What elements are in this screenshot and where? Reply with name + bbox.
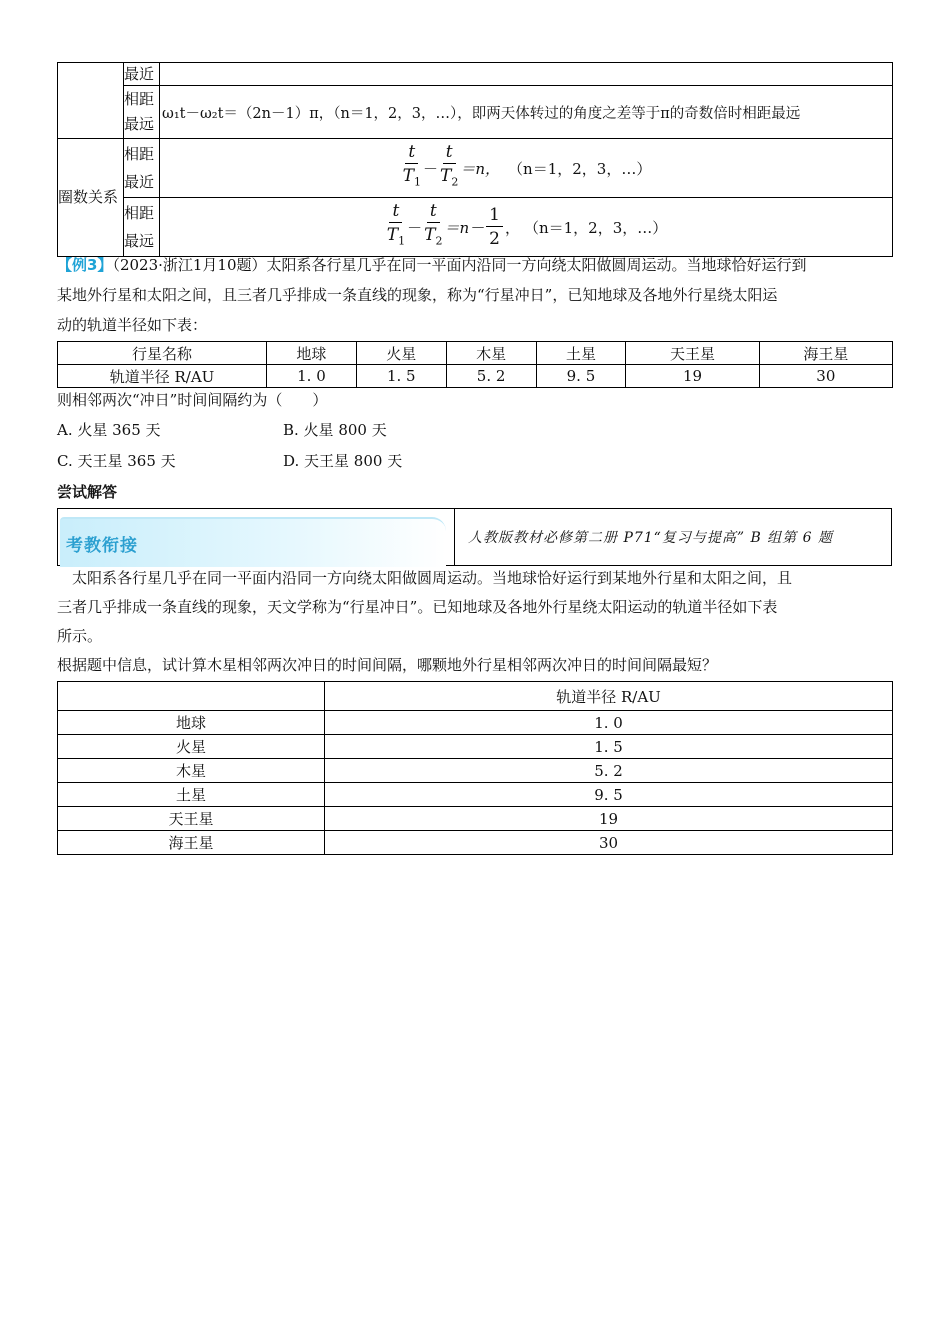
example-line: 动的轨道半径如下表： — [57, 316, 208, 334]
badge-title: 考教衔接 — [66, 536, 138, 556]
option-a: A. 火星 365 天 — [57, 421, 161, 439]
textbook-reference: 人教版教材必修第二册 P71“复习与提高” B 组第 6 题 — [468, 530, 833, 546]
passage-line: 太阳系各行星几乎在同一平面内沿同一方向绕太阳做圆周运动。当地球恰好运行到某地外行星和太阳之间，且 — [57, 569, 793, 587]
table-header-cell: 天王星 — [626, 342, 759, 365]
passage-line: 所示。 — [57, 627, 103, 645]
table-row-label: 轨道半径 R/AU — [58, 365, 267, 388]
fraction: $\frac{1}{2}$ — [486, 204, 503, 251]
option-d: D. 天王星 800 天 — [283, 452, 403, 470]
fraction: $\frac{t}{T_2}$ — [424, 201, 443, 248]
table-header-cell: 轨道半径 R/AU — [325, 682, 893, 711]
table-cell: 1. 0 — [267, 365, 357, 388]
table-header-cell: 行星名称 — [58, 342, 267, 365]
table-header-cell: 土星 — [536, 342, 626, 365]
example-line: 【例3】（2023·浙江1月10题）太阳系各行星几乎在同一平面内沿同一方向绕太阳做圆周运动。当地球恰好运行到 — [57, 256, 807, 274]
badge-banner — [60, 517, 446, 567]
formula-cell: $\frac{t}{T_1}$ － $\frac{t}{T_2}$ ＝n－ $\frac{1}{2}$ ， （n＝1，2，3，…） — [160, 198, 893, 257]
formula-cell: $\frac{t}{T_1}$ － $\frac{t}{T_2}$ ＝n， （n＝1，2，3，…） — [160, 139, 893, 198]
relation-table — [57, 62, 893, 257]
table-row-label: 地球 — [58, 711, 325, 735]
option-b: B. 火星 800 天 — [283, 421, 387, 439]
textbook-table — [57, 681, 893, 855]
sub-label: 最近 — [124, 63, 160, 86]
textbook-link-box — [57, 508, 892, 566]
table-row-label: 海王星 — [58, 831, 325, 855]
table-header-cell: 木星 — [446, 342, 536, 365]
passage-line: 根据题中信息，试计算木星相邻两次冲日的时间间隔，哪颗地外行星相邻两次冲日的时间间隔最短？ — [57, 656, 718, 674]
table-row-label: 木星 — [58, 759, 325, 783]
table-cell: 1. 0 — [325, 711, 893, 735]
table-row-label: 火星 — [58, 735, 325, 759]
fraction: $\frac{t}{T_1}$ — [386, 201, 406, 248]
table-row-label: 土星 — [58, 783, 325, 807]
sub-label: 相距 最远 — [124, 198, 160, 257]
table-header-cell: 地球 — [267, 342, 357, 365]
fraction: $\frac{t}{T_1}$ — [402, 142, 421, 189]
example-tag: 【例3】 — [57, 256, 113, 274]
table-cell: 30 — [325, 831, 893, 855]
table-header-cell: 火星 — [356, 342, 446, 365]
sub-label: 相距 最远 — [124, 86, 160, 139]
table-cell: 1. 5 — [325, 735, 893, 759]
option-c: C. 天王星 365 天 — [57, 452, 176, 470]
table-cell: 9. 5 — [536, 365, 626, 388]
table-cell: 5. 2 — [446, 365, 536, 388]
table-header-cell: 海王星 — [759, 342, 892, 365]
table-cell: 9. 5 — [325, 783, 893, 807]
table-cell: 30 — [759, 365, 892, 388]
question: 则相邻两次“冲日”时间间隔约为（ ） — [57, 391, 328, 409]
table-cell: 1. 5 — [356, 365, 446, 388]
table-row-label: 天王星 — [58, 807, 325, 831]
sub-label: 相距 最近 — [124, 139, 160, 198]
group-label: 圈数关系 — [58, 139, 124, 257]
table-cell: 5. 2 — [325, 759, 893, 783]
table-cell: 19 — [325, 807, 893, 831]
attempt-label: 尝试解答 — [57, 483, 118, 501]
example-line: 某地外行星和太阳之间，且三者几乎排成一条直线的现象，称为“行星冲日”，已知地球及各地外行星绕太阳运 — [57, 286, 778, 304]
passage-line: 三者几乎排成一条直线的现象，天文学称为“行星冲日”。已知地球及各地外行星绕太阳运动的轨道半径如下表 — [57, 598, 778, 616]
table-cell: 19 — [626, 365, 759, 388]
formula-cell: ω₁t－ω₂t＝（2n－1）π，（n＝1，2，3，…），即两天体转过的角度之差等于π的奇数倍时相距最远 — [160, 86, 893, 139]
fraction: $\frac{t}{T_2}$ — [440, 142, 459, 189]
planet-table — [57, 341, 893, 388]
